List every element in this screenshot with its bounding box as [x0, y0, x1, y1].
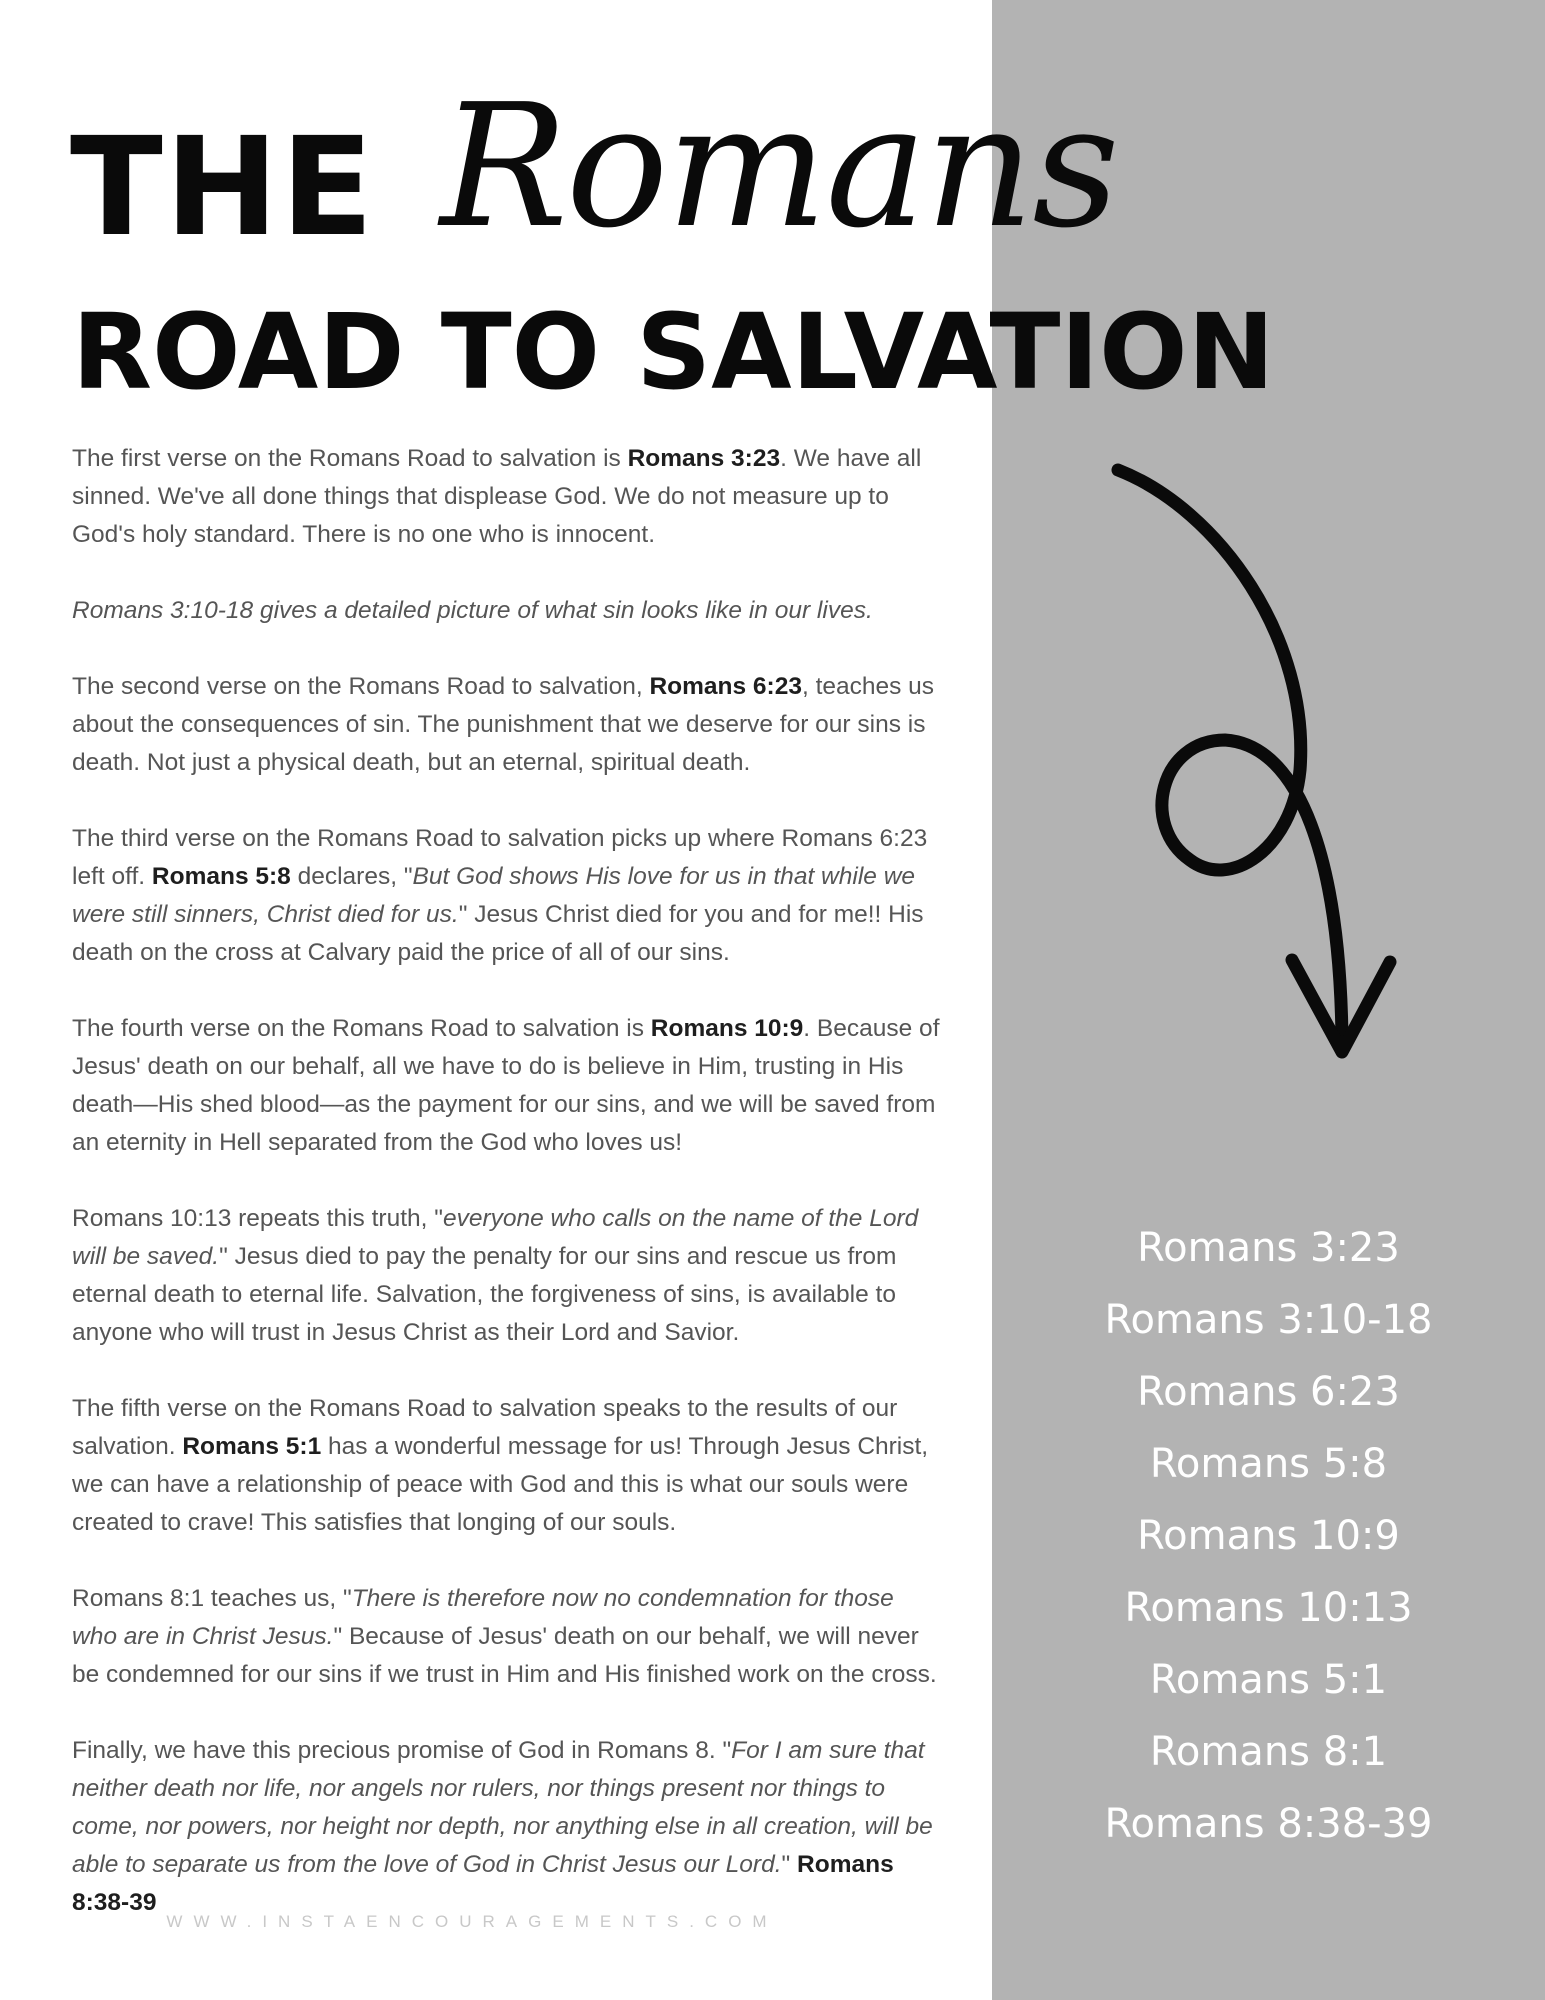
title-the: THE [70, 109, 376, 267]
verse-reference: Romans 10:9 [650, 1015, 804, 1042]
paragraph-text: " Jesus died to pay the penalty for our sins and rescue us from eternal death to eternal life. Salvation, the forgiveness of sins, is available to anyone who will trust in Jesus Christ as their Lord and Savior. [72, 1243, 897, 1346]
paragraph-text: " Because of Jesus' death on our behalf, we will never be condemned for our sins if we trust in Him and His finished work on the cross. [72, 1623, 937, 1688]
paragraph-text: Romans 8:1 teaches us, " [72, 1585, 352, 1612]
reference-item: Romans 8:1 [1149, 1729, 1388, 1775]
body-text [72, 440, 942, 1960]
reference-item: Romans 10:9 [1137, 1513, 1400, 1559]
curly-down-arrow-icon [1080, 440, 1420, 1100]
reference-item: Romans 8:38-39 [1104, 1801, 1433, 1847]
title-script-romans: Romans [440, 68, 1118, 266]
body-paragraph [72, 668, 942, 782]
body-paragraph [72, 592, 942, 630]
body-paragraph [72, 1732, 942, 1922]
body-paragraph [72, 1580, 942, 1694]
verse-reference: Romans 5:8 [151, 863, 291, 890]
paragraph-text: The second verse on the Romans Road to salvation, [72, 673, 650, 700]
paragraph-text: Romans 10:13 repeats this truth, " [72, 1205, 443, 1232]
footer-website: WWW.INSTAENCOURAGEMENTS.COM [166, 1912, 778, 1931]
verse-reference: Romans 3:23 [627, 445, 781, 472]
reference-item: Romans 10:13 [1124, 1585, 1413, 1631]
reference-item: Romans 6:23 [1137, 1369, 1400, 1415]
reference-item: Romans 5:1 [1149, 1657, 1388, 1703]
paragraph-text: , teaches us about the consequences of sin. The punishment that we deserve for our sins is death. Not just a physical death, but an eternal, spiritual death. [72, 673, 935, 776]
scripture-quote: For I am sure that neither death nor life, nor angels nor rulers, nor things present nor things to come, nor powers, nor height nor depth, nor anything else in all creation, will be able to separate us from the love of God in Christ Jesus our Lord. [72, 1737, 933, 1878]
body-paragraph [72, 820, 942, 972]
verse-reference: Romans 8:38-39 [72, 1851, 894, 1916]
paragraph-text: declares, " [290, 863, 413, 890]
paragraph-text: The fourth verse on the Romans Road to salvation is [72, 1015, 651, 1042]
reference-list [992, 1212, 1545, 1860]
reference-item: Romans 3:23 [1137, 1225, 1400, 1271]
verse-reference: Romans 5:1 [182, 1433, 322, 1460]
paragraph-text: " [781, 1851, 798, 1878]
reference-item: Romans 3:10-18 [1104, 1297, 1433, 1343]
reference-item: Romans 5:8 [1149, 1441, 1388, 1487]
scripture-quote: everyone who calls on the name of the Lord will be saved. [72, 1205, 919, 1270]
body-paragraph [72, 1200, 942, 1352]
scripture-quote: Romans 3:10-18 gives a detailed picture of what sin looks like in our lives. [72, 597, 873, 624]
body-paragraph [72, 1010, 942, 1162]
paragraph-text: " Jesus Christ died for you and for me!! His death on the cross at Calvary paid the price of all of our sins. [72, 901, 924, 966]
paragraph-text: The fifth verse on the Romans Road to salvation speaks to the results of our salvation. [72, 1395, 898, 1460]
scripture-quote: There is therefore now no condemnation for those who are in Christ Jesus. [72, 1585, 894, 1650]
body-paragraph [72, 1390, 942, 1542]
paragraph-text: The first verse on the Romans Road to salvation is [72, 445, 628, 472]
scripture-quote: But God shows His love for us in that while we were still sinners, Christ died for us. [72, 863, 916, 928]
paragraph-text: . We have all sinned. We've all done things that displease God. We do not measure up to God's holy standard. There is no one who is innocent. [72, 445, 922, 548]
paragraph-text: has a wonderful message for us! Through Jesus Christ, we can have a relationship of peace with God and this is what our souls were created to crave! This satisfies that longing of our souls. [72, 1433, 929, 1536]
paragraph-text: . Because of Jesus' death on our behalf, all we have to do is believe in Him, trusting in His death—His shed blood—as the payment for our sins, and we will be saved from an eternity in Hell separated from the God who loves us! [72, 1015, 940, 1156]
title-road-to-salvation: ROAD TO SALVATION [72, 291, 1275, 413]
paragraph-text: Finally, we have this precious promise of God in Romans 8. " [72, 1737, 732, 1764]
verse-reference: Romans 6:23 [649, 673, 802, 700]
body-paragraph [72, 440, 942, 554]
paragraph-text: The third verse on the Romans Road to salvation picks up where Romans 6:23 left off. [72, 825, 928, 890]
